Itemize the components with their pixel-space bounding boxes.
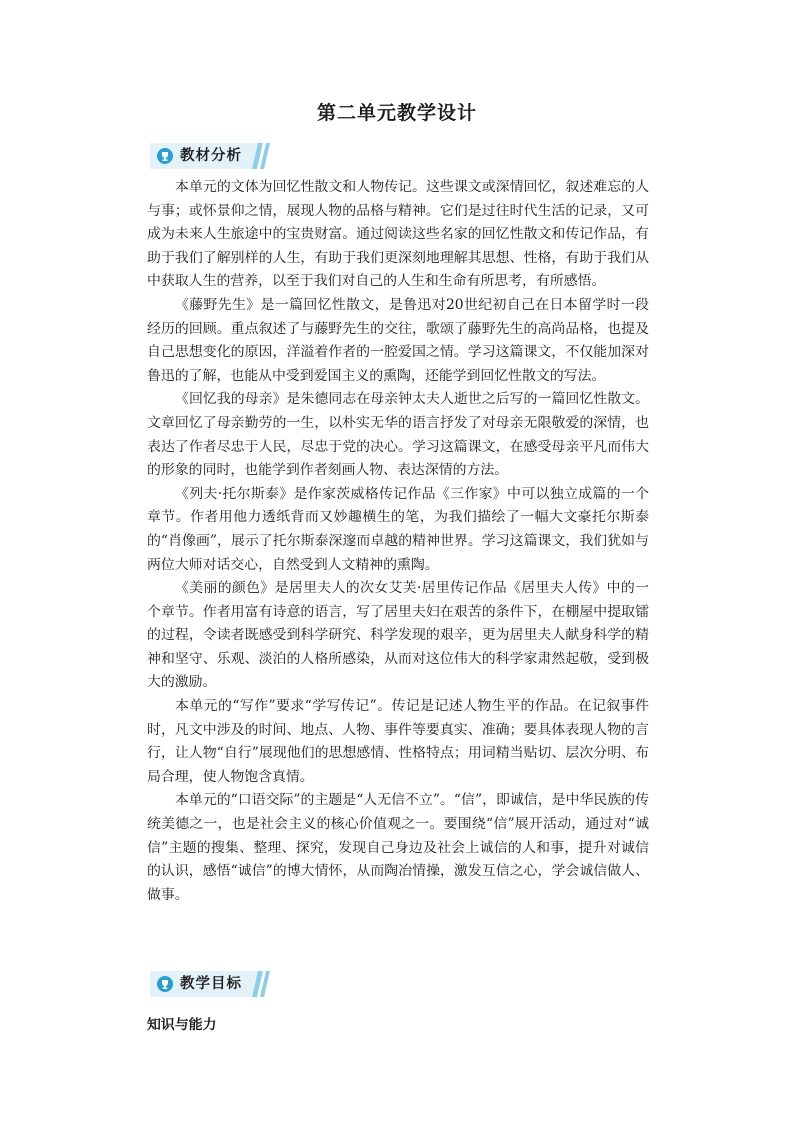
section-heading: 教材分析 <box>180 148 242 164</box>
subheading-knowledge-ability: 知识与能力 <box>147 1017 217 1033</box>
paragraph: 本单元的“写作”要求“学写传记”。传记是记述人物生平的作品。在记叙事件时，凡文中涉及的时间、地点、人物、事件等要真实、准确；要具体表现人物的言行，让人物“自行”展现他们的思想感情、性格特点；用词精当贴切、层次分明、布局合理，使人物饱含真情。 <box>147 698 649 785</box>
trophy-icon <box>157 976 173 992</box>
paragraph: 本单元的“口语交际”的主题是“人无信不立”。“信”，即诚信，是中华民族的传统美德之一，也是社会主义的核心价值观之一。要围绕“信”展开活动，通过对“诚信”主题的搜集、整理、探究，发现自己身边及社会上诚信的人和事，提升对诚信的认识，感悟“诚信”的博大情怀，从而陶冶情操，激发互信之心，学会诚信做人、做事。 <box>147 792 649 903</box>
paragraph: 《藤野先生》是一篇回忆性散文，是鲁迅对20世纪初自己在日本留学时一段经历的回顾。重点叙述了与藤野先生的交往，歌颂了藤野先生的高尚品格，也提及自己思想变化的原因，洋溢着作者的一腔爱国之情。学习这篇课文，不仅能加深对鲁迅的了解，也能从中受到爱国主义的熏陶，还能学到回忆性散文的写法。 <box>147 296 649 384</box>
paragraph: 本单元的文体为回忆性散文和人物传记。这些课文或深情回忆，叙述难忘的人与事；或怀景仰之情，展现人物的品格与精神。它们是过往时代生活的记录，又可成为未来人生旅途中的宝贵财富。通过阅读这些名家的回忆性散文和传记作品，有助于我们了解别样的人生，有助于我们更深刻地理解其思想、性格，有助于我们从中获取人生的营养，以至于我们对自己的人生和生命有所思考，有所感悟。 <box>147 179 649 290</box>
section-banner-textbook-analysis <box>150 143 272 169</box>
paragraph: 《美丽的颜色》是居里夫人的次女艾芙·居里传记作品《居里夫人传》中的一个章节。作者用富有诗意的语言，写了居里夫妇在艰苦的条件下，在棚屋中提取镭的过程，令读者既感受到科学研究、科学发现的艰辛，更为居里夫人献身科学的精神和坚守、乐观、淡泊的人格所感染，从而对这位伟大的科学家肃然起敬，受到极大的激励。 <box>147 580 649 691</box>
section-banner-teaching-goals <box>150 971 272 997</box>
paragraph: 《列夫·托尔斯泰》是作家茨威格传记作品《三作家》中可以独立成篇的一个章节。作者用他力透纸背而又妙趣横生的笔，为我们描绘了一幅大文豪托尔斯泰的“肖像画”，展示了托尔斯泰深邃而卓越的精神世界。学习这篇课文，我们犹如与两位大师对话交心，自然受到人文精神的熏陶。 <box>147 485 649 573</box>
section-body-textbook-analysis <box>147 176 649 907</box>
document-title: 第二单元教学设计 <box>316 102 477 124</box>
paragraph: 《回忆我的母亲》是朱德同志在母亲钟太夫人逝世之后写的一篇回忆性散文。文章回忆了母亲勤劳的一生，以朴实无华的语言抒发了对母亲无限敬爱的深情，也表达了作者尽忠于人民，尽忠于党的决心。学习这篇课文，在感受母亲平凡而伟大的形象的同时，也能学到作者刻画人物、表达深情的方法。 <box>147 391 649 479</box>
section-heading: 教学目标 <box>180 976 242 992</box>
trophy-icon <box>157 148 173 164</box>
